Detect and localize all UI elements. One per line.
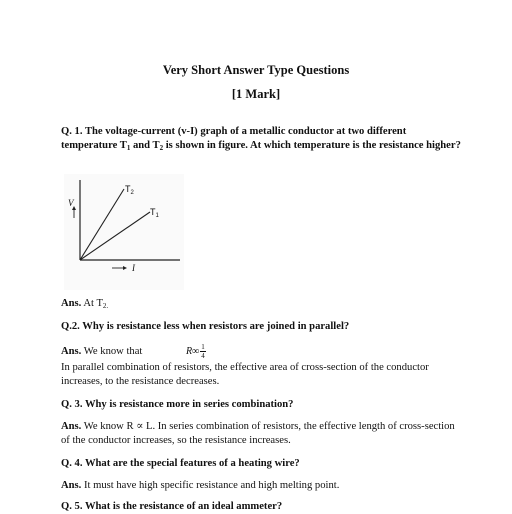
answer-2-text: In parallel combination of resistors, the effective area of cross-section of the conductor increases, to the resistance decreases. [61,362,429,387]
question-1-text-c: is shown in figure. At which temperature is the resistance higher? [163,140,461,151]
answer-1-text: At T [81,298,103,309]
question-5: Q. 5. What is the resistance of an ideal ammeter? [61,501,283,512]
question-3: Q. 3. Why is resistance more in series combination? [61,399,294,410]
question-1 [61,125,461,155]
question-1-text-a: Q. 1. The voltage-current (v-I) graph of a metallic conductor at two different temperature T [61,126,407,151]
x-axis-label: I [132,263,135,273]
section-heading: Very Short Answer Type Questions [162,63,350,77]
answer-3-text: We know R ∝ L. In series combination of resistors, the effective length of cross-section of the conductor increases, so the resistance increases. [61,421,455,446]
question-2: Q.2. Why is resistance less when resistors are joined in parallel? [61,321,350,332]
question-1-sub-1: 1 [126,144,131,152]
answer-4 [61,479,461,493]
answer-1-label: Ans. [61,298,82,309]
answer-4-label: Ans. [61,480,82,491]
resistance-formula [186,343,206,360]
question-4: Q. 4. What are the special features of a heating wire? [61,458,300,469]
answer-3-label: Ans. [61,421,82,432]
formula-denominator: 4 [201,352,205,360]
question-1-sub-2: 2 [159,144,164,152]
label-t1: $T_1$ [150,207,159,219]
answer-3 [61,420,461,448]
answer-2-label: Ans. [61,346,82,357]
answer-2-intro-text: We know that [81,346,143,357]
formula-numerator: 1 [201,343,205,351]
marks-heading: [1 Mark] [231,87,281,101]
answer-4-text: It must have high specific resistance and high melting point. [81,480,340,491]
answer-1 [61,297,461,313]
answer-2-intro [61,345,461,359]
y-axis-label: V [68,198,74,208]
question-1-text-b: and T [130,140,160,151]
formula-fraction [200,343,206,360]
formula-lhs: R∞ [186,345,200,357]
label-t2: $T_2$ [125,184,134,196]
answer-1-sub: 2. [102,302,109,310]
vi-graph-figure [64,174,184,290]
